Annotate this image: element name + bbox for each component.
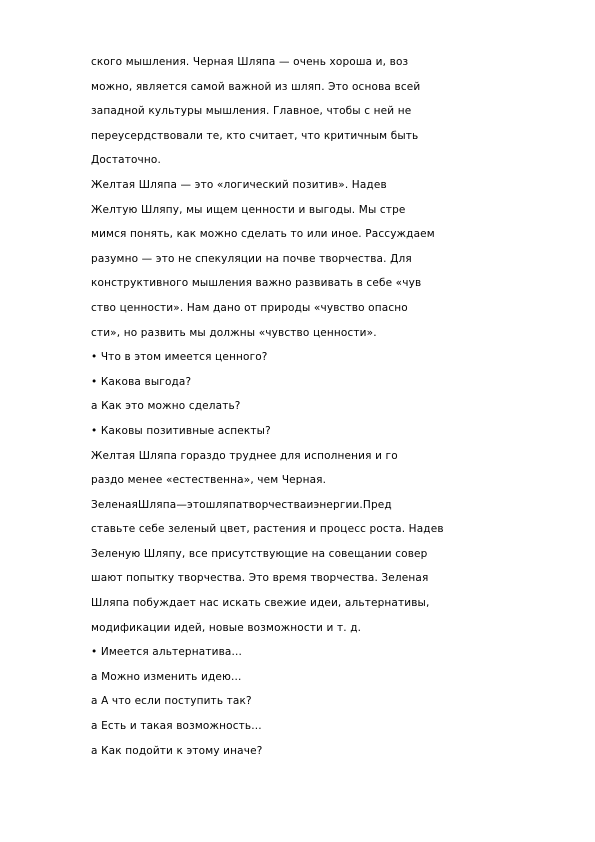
text-line: ство ценности». Нам дано от природы «чувство опасно xyxy=(91,301,408,314)
text-line: а А что если поступить так? xyxy=(91,695,252,708)
text-line: мимся понять, как можно сделать то или иное. Рассуждаем xyxy=(91,228,435,241)
text-line: Достаточно. xyxy=(91,154,161,167)
text-line: Желтая Шляпа гораздо труднее для исполнения и го xyxy=(91,449,398,462)
text-line: конструктивного мышления важно развивать в себе «чув xyxy=(91,277,422,290)
text-line: ставьте себе зеленый цвет, растения и процесс роста. Надев xyxy=(91,523,444,536)
text-line: западной культуры мышления. Главное, чтобы с ней не xyxy=(91,105,412,118)
text-line: ского мышления. Черная Шляпа — очень хороша и, воз xyxy=(91,56,409,68)
text-line: сти», но развить мы должны «чувство ценности». xyxy=(91,326,377,339)
text-line: Желтая Шляпа — это «логический позитив». Надев xyxy=(91,178,387,191)
text-line: • Каковы позитивные аспекты? xyxy=(91,424,271,437)
text-line: можно, является самой важной из шляп. Это основа всей xyxy=(91,80,421,93)
text-line: ЗеленаяШляпа—этошляпатворчестваиэнергии.Пред xyxy=(91,498,392,511)
text-line: а Как подойти к этому иначе? xyxy=(91,744,263,757)
text-line: • Какова выгода? xyxy=(91,375,192,388)
text-line: а Есть и такая возможность... xyxy=(91,720,262,733)
text-line: • Что в этом имеется ценного? xyxy=(91,351,268,364)
text-line: переусердствовали те, кто считает, что критичным быть xyxy=(91,129,419,142)
text-line: • Имеется альтернатива... xyxy=(91,646,242,659)
text-line: а Как это можно сделать? xyxy=(91,400,241,413)
text-line: раздо менее «естественна», чем Черная. xyxy=(91,474,327,487)
text-line: Шляпа побуждает нас искать свежие идеи, альтернативы, xyxy=(91,597,430,610)
text-line: а Можно изменить идею... xyxy=(91,670,242,683)
text-line: Желтую Шляпу, мы ищем ценности и выгоды. Мы стре xyxy=(91,203,406,216)
text-line: Зеленую Шляпу, все присутствующие на совещании совер xyxy=(91,547,428,560)
text-line: шают попытку творчества. Это время творчества. Зеленая xyxy=(91,572,429,585)
text-line: разумно — это не спекуляции на почве творчества. Для xyxy=(91,252,412,265)
text-line: модификации идей, новые возможности и т. д. xyxy=(91,621,362,634)
body-text xyxy=(91,50,511,763)
